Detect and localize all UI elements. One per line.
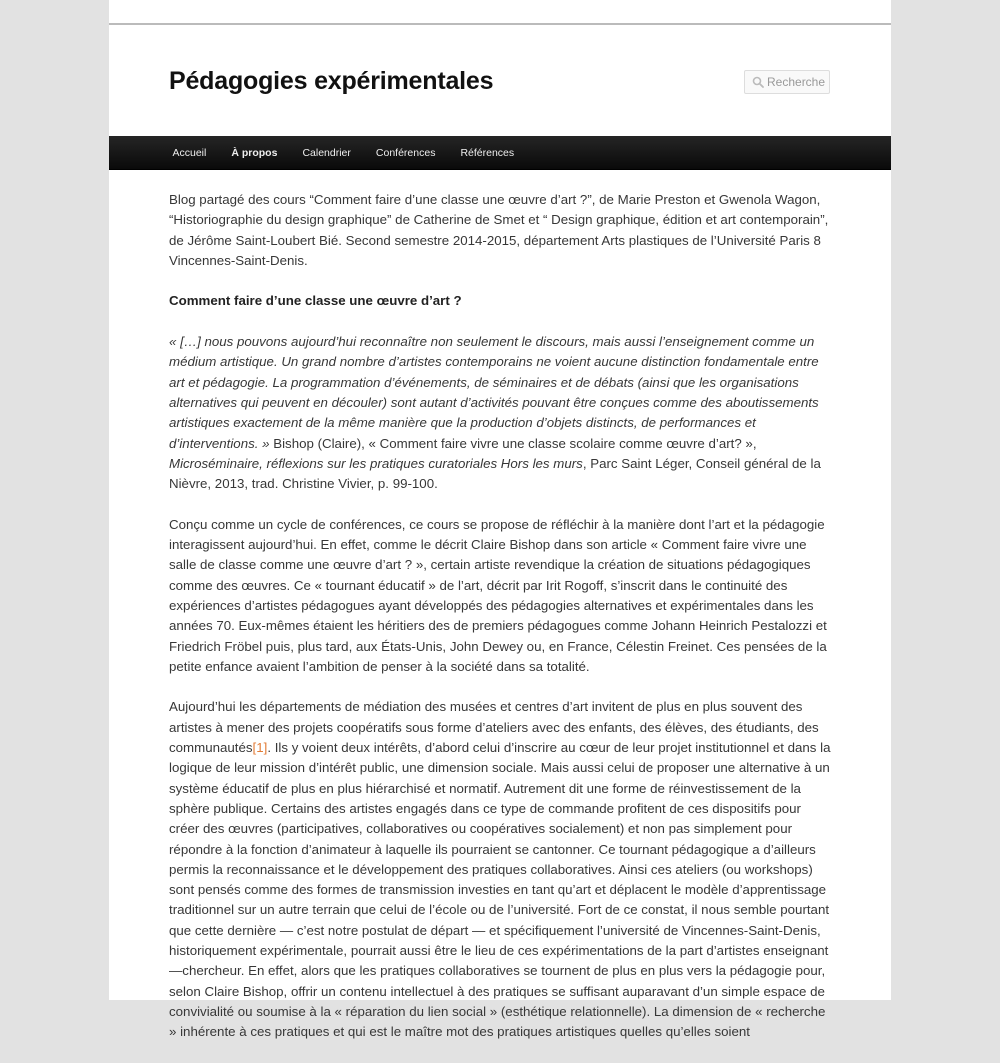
article-content: [169, 190, 831, 1063]
main-navigation: [109, 136, 891, 170]
nav-item-conferences[interactable]: Conférences: [375, 147, 436, 159]
nav-item-accueil[interactable]: Accueil: [172, 147, 207, 159]
paragraph-2: Conçu comme un cycle de conférences, ce cours se propose de réfléchir à la manière dont l’art et la pédagogie interagissent aujourd’hui. En effet, comme le décrit Claire Bishop dans son article « Comment faire vivre une salle de classe comme une œuvre d’art ? », certain artiste revendique la création de situations pédagogiques comme des œuvres. Ce « tournant éducatif » de l’art, décrit par Irit Rogoff, s’inscrit dans le continuité des expériences d’artistes pédagogues ayant développés des pédagogies alternatives et expérimentales dans les années 70. Eux-mêmes étaient les héritiers des de premiers pédagogues comme Johann Heinrich Pestalozzi et Friedrich Fröbel puis, plus tard, aux États-Unis, John Dewey ou, en France, Célestin Freinet. Ces pensées de la petite enfance avaient l’ambition de penser à la société dans sa totalité.: [169, 516, 827, 674]
site-title[interactable]: Pédagogies expérimentales: [169, 67, 494, 95]
quote-text: « […] nous pouvons aujourd’hui reconnaître non seulement le discours, mais aussi l’enseignement comme un médium artistique. Un grand nombre d’artistes contemporains ne voient aucune distinction fondamentale entre art et pédagogie. La programmation d’événements, de séminaires et de débats (ainsi que les organisations alternatives qui peuvent en découler) sont autant d’activités pouvant être conçues comme des aboutissements artistiques exactement de la même manière que la production d’objets distincts, de performances et d’interventions. »: [169, 334, 819, 451]
page-container: [109, 0, 891, 1040]
nav-item-a-propos[interactable]: À propos: [231, 147, 278, 159]
quote-source-title: Microséminaire, réflexions sur les pratiques curatoriales Hors les murs: [169, 455, 583, 471]
quote-source-details: , Parc Saint Léger, Conseil général de la Nièvre, 2013, trad. Christine Vivier, p. 99-100.: [169, 455, 821, 492]
footnote-link-1[interactable]: [1]: [252, 740, 268, 756]
search-box[interactable]: [744, 70, 830, 94]
paragraph-3-part-b: . Ils y voient deux intérêts, d’abord celui d’inscrire au cœur de leur projet institutionnel et dans la logique de leur mission d’intérêt public, une dimension sociale. Mais aussi celui de proposer une alternative à un système éducatif de plus en plus hiérarchisé et normatif. Autrement dit une forme de réinvestissement de la sphère publique. Certains des artistes engagés dans ce type de commande profitent de ces dispositifs pour créer des œuvres (participatives, collaboratives ou coopératives socialement) et non pas simplement pour répondre à la fonction d’animateur à laquelle ils pourraient se cantonner. Ce tournant pédagogique a d’ailleurs permis la reconnaissance et le développement des pratiques collaboratives. Ainsi ces ateliers (ou workshops) sont pensés comme des formes de transmission investies en tant qu’art et déplacent le modèle d’apprentissage traditionnel sur un autre terrain que celui de l’école ou de l’université. Fort de ce constat, il nous semble pourtant que cette dernière — c’est notre postulat de départ — et spécifiquement l’université de Vincennes-Saint-Denis, historiquement expérimentale, pourrait aussi être le lieu de ces expérimentations de la part d’artistes enseignant —chercheur. En effet, alors que les pratiques collaboratives se tournent de plus en plus vers la pédagogie pour, selon Claire Bishop, offrir un contenu intellectuel à des pratiques se suffisant auparavant d’un simple espace de convivialité ou soumise à la « réparation du lien social » (esthétique relationnelle). La dimension de « recherche » inhérente à ces pratiques et qui est le maître mot des pratiques artistiques quelles qu’elles soient: [169, 740, 831, 1040]
nav-item-references[interactable]: Références: [460, 147, 515, 159]
search-input[interactable]: [766, 71, 830, 93]
intro-paragraph: Blog partagé des cours “Comment faire d’une classe une œuvre d’art ?”, de Marie Preston et Gwenola Wagon, “Historiographie du design graphique” de Catherine de Smet et “ Design graphique, édition et art contemporain”, de Jérôme Saint-Loubert Bié. Second semestre 2014-2015, département Arts plastiques de l’Université Paris 8 Vincennes-Saint-Denis.: [169, 192, 829, 268]
paragraph-3: [169, 697, 831, 1042]
paragraph-3-part-a: Aujourd’hui les départements de médiation des musées et centres d’art invitent de plus en plus souvent des artistes à mener des projets coopératifs sous forme d’ateliers avec des enfants, des élèves, des étudiants, des communautés: [169, 699, 819, 756]
quote-paragraph: [169, 332, 831, 494]
nav-item-calendrier[interactable]: Calendrier: [302, 147, 351, 159]
top-divider: [109, 23, 891, 25]
section-heading: Comment faire d’une classe une œuvre d’art ?: [169, 293, 462, 309]
search-icon: [752, 76, 764, 88]
quote-source: Bishop (Claire), « Comment faire vivre une classe scolaire comme œuvre d’art? »,: [269, 435, 757, 451]
